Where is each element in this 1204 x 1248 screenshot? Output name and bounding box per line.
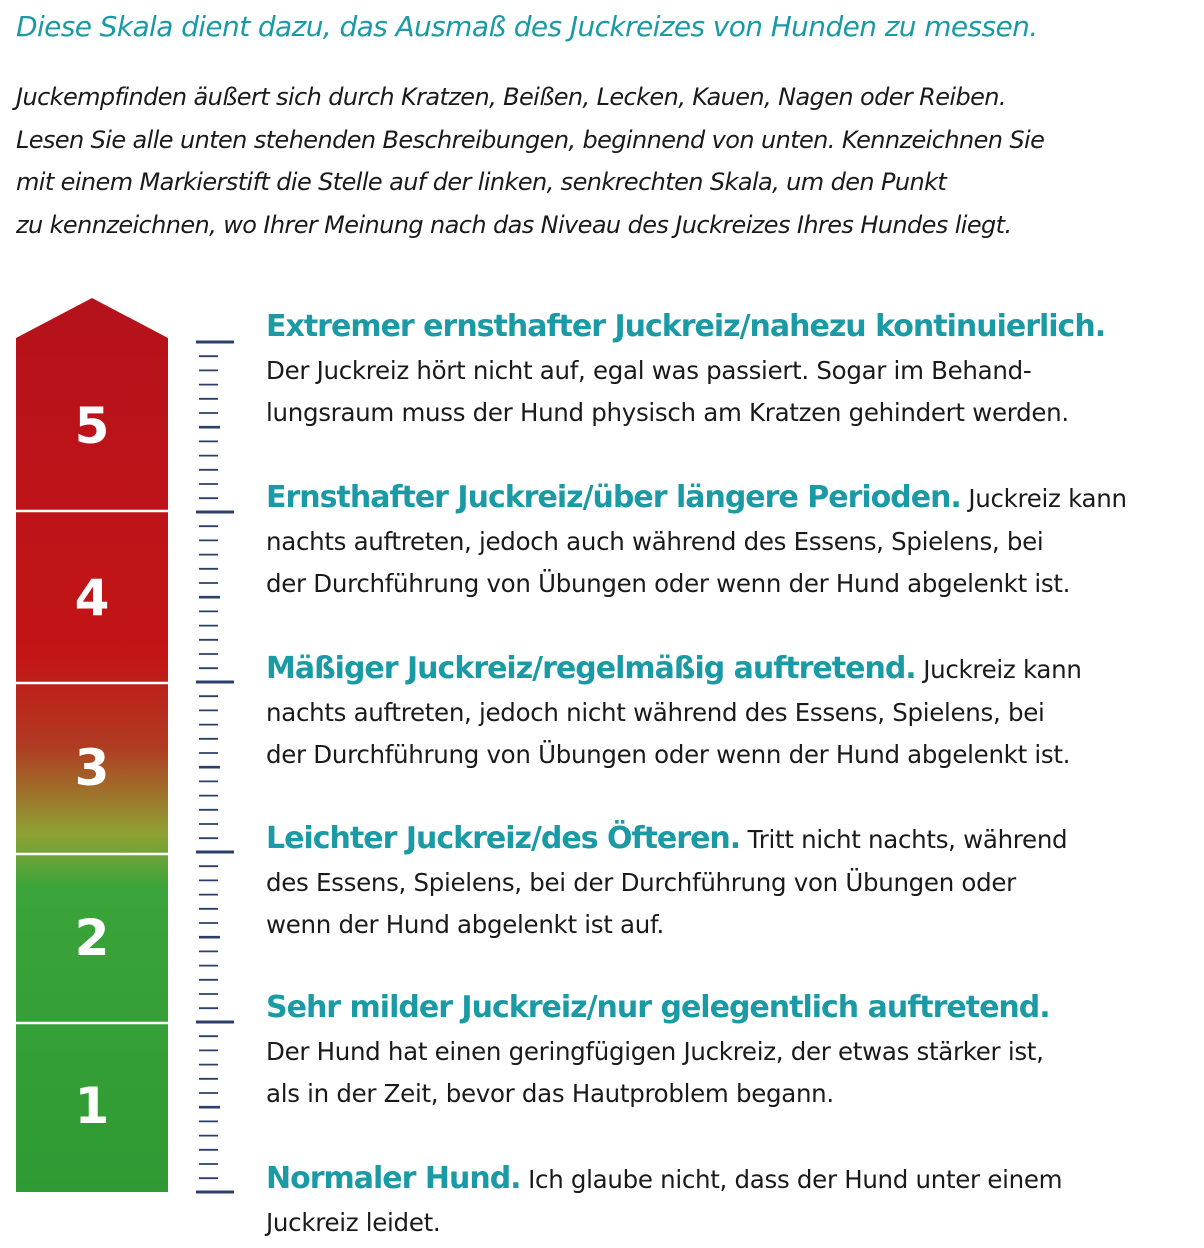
level-title-line (266, 306, 1198, 350)
level-0-description (266, 1158, 1198, 1244)
level-text-line: nachts auftreten, jedoch auch während des Essens, Spielens, bei (266, 526, 1044, 556)
scale-number-5: 5 (74, 397, 110, 455)
level-3-description (266, 648, 1198, 777)
level-title: Extremer ernsthafter Juckreiz/nahezu kontinuierlich. (266, 309, 1106, 344)
level-text-line: Der Hund hat einen geringfügigen Juckreiz, der etwas stärker ist, (266, 1036, 1044, 1066)
scale-heading: Diese Skala dient dazu, das Ausmaß des Juckreizes von Hunden zu messen. (16, 10, 1038, 43)
intro-line: mit einem Markierstift die Stelle auf der linken, senkrechten Skala, um den Punkt (16, 168, 947, 196)
level-title: Leichter Juckreiz/des Öfteren. (266, 821, 741, 856)
level-text-line: Der Juckreiz hört nicht auf, egal was passiert. Sogar im Behand- (266, 355, 1032, 385)
scale-number-3: 3 (74, 739, 110, 797)
level-title-line (266, 477, 1198, 521)
level-title-line (266, 648, 1198, 692)
level-title-line (266, 1158, 1198, 1202)
level-title: Mäßiger Juckreiz/regelmäßig auftretend. (266, 651, 916, 686)
intro-paragraph (16, 76, 1196, 246)
level-text-line: des Essens, Spielens, bei der Durchführung von Übungen oder (266, 867, 1016, 897)
marking-ruler[interactable] (196, 330, 236, 1200)
level-text-line: nachts auftreten, jedoch nicht während des Essens, Spielens, bei (266, 697, 1045, 727)
level-title: Ernsthafter Juckreiz/über längere Perioden. (266, 480, 961, 515)
intro-line: Lesen Sie alle unten stehenden Beschreibungen, beginnend von unten. Kennzeichnen Sie (16, 125, 1045, 154)
intro-line: Juckempfinden äußert sich durch Kratzen, Beißen, Lecken, Kauen, Nagen oder Reiben. (16, 83, 1006, 111)
level-1-description (266, 987, 1198, 1116)
itch-scale-bar (16, 298, 168, 1192)
level-text-line: als in der Zeit, bevor das Hautproblem begann. (266, 1079, 834, 1108)
level-2-description (266, 818, 1198, 947)
level-title-line (266, 818, 1198, 862)
level-text-line: Juckreiz leidet. (266, 1207, 441, 1237)
scale-number-4: 4 (74, 569, 110, 627)
scale-number-2: 2 (74, 909, 110, 967)
level-title: Normaler Hund. (266, 1161, 521, 1196)
level-inline-text: Juckreiz kann (968, 484, 1127, 513)
level-text-line: der Durchführung von Übungen oder wenn der Hund abgelenkt ist. (266, 569, 1071, 598)
level-text-line: der Durchführung von Übungen oder wenn der Hund abgelenkt ist. (266, 740, 1071, 769)
ruler-ticks (196, 330, 236, 1200)
intro-line: zu kennzeichnen, wo Ihrer Meinung nach das Niveau des Juckreizes Ihres Hundes liegt. (16, 210, 1012, 239)
level-text-line: lungsraum muss der Hund physisch am Kratzen gehindert werden. (266, 398, 1069, 427)
level-inline-text: Tritt nicht nachts, während (747, 825, 1068, 854)
level-inline-text: Juckreiz kann (923, 655, 1082, 684)
level-text-line: wenn der Hund abgelenkt ist auf. (266, 910, 664, 939)
level-4-description (266, 477, 1198, 606)
level-title: Sehr milder Juckreiz/nur gelegentlich auftretend. (266, 990, 1050, 1025)
scale-number-1: 1 (74, 1077, 110, 1135)
level-title-line (266, 987, 1198, 1031)
level-5-description (266, 306, 1198, 435)
level-inline-text: Ich glaube nicht, dass der Hund unter einem (528, 1165, 1063, 1194)
